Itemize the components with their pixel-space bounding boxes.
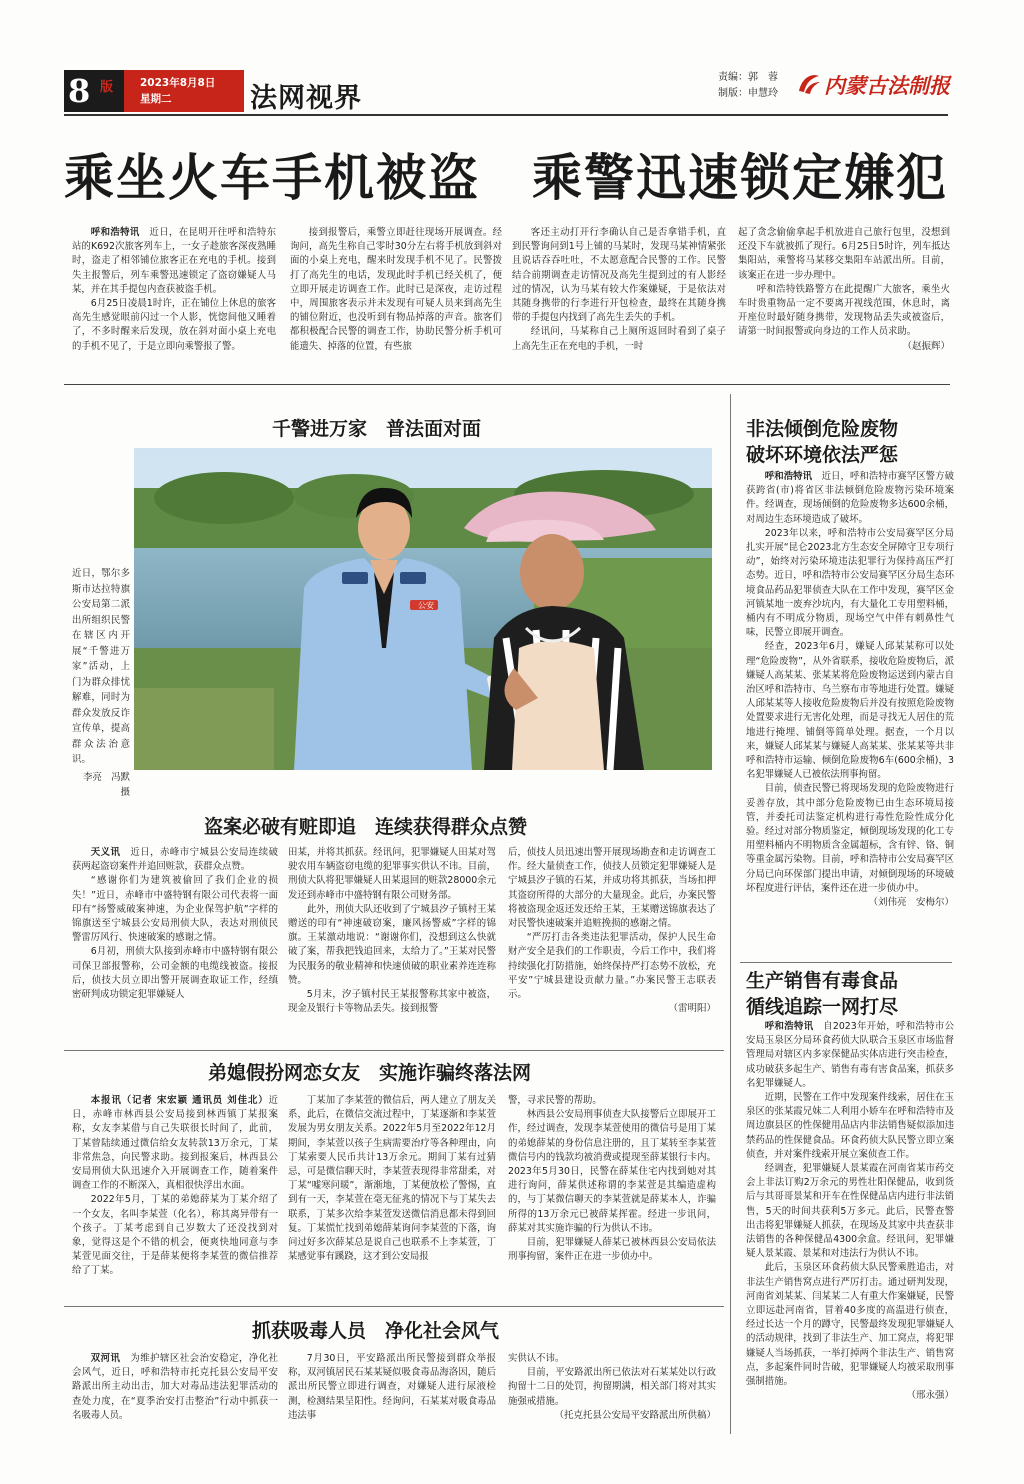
dateline: 本报讯（记者 宋宏颖 通讯员 刘佳北） [90,1095,269,1106]
paragraph: 田某，并将其抓获。经讯问，犯罪嫌疑人田某对驾驶农用车辆盗窃电缆的犯罪事实供认不讳。目前，刑侦大队将犯罪嫌疑人田某退回的赃款28000余元发还到赤峰市中盛特钢有限公司财务部。 [288,847,496,901]
theft-col-1 [72,846,278,1044]
theft-col-2 [288,846,496,1044]
paragraph: 6月初，刑侦大队接到赤峰市中盛特钢有限公司保卫部报警称，公司金额的电缆线被盗。接报后，侦技大员立即出警开展调查取证工作，经缜密研判成功锁定犯罪嫌疑人 [72,946,278,1001]
theft-col-3 [508,846,716,1044]
dateline: 呼和浩特讯 [764,471,813,482]
drug-col-3 [508,1352,716,1426]
paragraph: 5月末，汐子镇村民王某报警称其家中被盗，现金及银行卡等物品丢失。接到报警 [288,989,496,1015]
news-photo [134,448,712,770]
paragraph: 近期，民警在工作中发现案件线索，居住在玉泉区的张某霞兄妹二人利用小娇车在呼和浩特市及周边旗县区的性保健用品店内非法销售疑似添加违禁药品的性保健食品。环食药侦大队民警立即立案侦查，并对案件线索开展立案侦查工作。 [746,1092,954,1160]
waste-headline-line-1: 非法倾倒危险废物 [746,418,899,440]
page-number: 8 [68,72,91,110]
paragraph: 近日，呼和浩特市赛罕区警方破获跨省(市)将省区非法倾倒危险废物污染环境案件。经调查，现场倾倒的危险废物多达600余桶，对周边生态环境造成了破坏。 [746,471,954,525]
paragraph: 呼和浩特铁路警方在此提醒广大旅客，乘坐火车时贵重物品一定不要离开视线范围，休息时，离开座位时最好随身携带，发现物品丢失或被盗后，请第一时间报警或向身边的工作人员求助。 [738,283,950,338]
paragraph: 此后，玉泉区环食药侦大队民警乘胜追击，对非法生产销售窝点进行严厉打击。通过研判发现，河南省刘某某、闫某某二人有重大作案嫌疑，民警立即远赴河南省，冒着40多度的高温进行侦查，经过长达一个月的蹲守，民警最终发现犯罪嫌疑人的活动规律，找到了非法生产、加工窝点，将犯罪嫌疑人当场抓获，一举打掉两个非法生产、销售窝点，多起案件同时告破，犯罪嫌疑人均被采取刑事强制措施。 [746,1262,954,1388]
paragraph: 近日，赤峰市宁城县公安局连续破获两起盗窃案件并追回赃款，获群众点赞。 [72,847,278,873]
drug-col-1 [72,1352,278,1424]
drug-headline: 抓获吸毒人员 净化社会风气 [252,1320,500,1342]
scam-col-1 [72,1094,278,1302]
paragraph: 目前，平安路派出所已依法对石某某处以行政拘留十二日的处罚，拘留期满，相关部门将对其实施强戒措施。 [508,1367,716,1407]
page-suffix: 版 [100,80,114,95]
main-headline: 乘坐火车手机被盗 乘警迅速锁定嫌犯 [64,148,948,207]
main-story-col-4 [738,226,950,376]
food-body [746,1020,954,1432]
food-headline-line-2: 循线追踪一网打尽 [746,996,899,1018]
main-story-col-3 [512,226,726,376]
scam-col-2 [288,1094,496,1302]
header-rule [64,114,948,116]
dateline: 呼和浩特讯 [764,1021,814,1032]
paragraph: 目前，犯罪嫌疑人薛某已被林西县公安局依法刑事拘留，案件正在进一步侦办中。 [508,1237,716,1263]
food-headline [746,968,952,1020]
scam-headline: 弟媳假扮网恋女友 实施诈骗终落法网 [208,1062,532,1084]
column-divider [730,394,731,1434]
newspaper-logo [796,70,948,98]
paragraph: 丁某加了李某萱的微信后，两人建立了朋友关系，此后，在微信交流过程中，丁某逐渐和李某萱发展为男女朋友关系。2022年5月至2022年12月期间，李某萱以孩子生病需要治疗等各种理由，向丁某索要人民币共计13万余元。期间丁某有过猜忌，可是微信聊天时，李某萱表现得非常甜柔，对丁某“嘘寒问暖”，渐渐地，丁某便放松了警惕，直到有一天，李某萱在毫无征兆的情况下与丁某失去联系，丁某多次给李某萱发送微信消息都未得到回复。丁某慌忙找到弟媳薛某询问李某萱的下落，询问过好多次薛某总是说自己也联系不上李某萱，丁某感觉事有蹊跷，这才到公安局报 [288,1095,496,1263]
photo-headline: 千警进万家 普法面对面 [272,418,482,440]
paragraph: 2023年以来，呼和浩特市公安局赛罕区分局扎实开展“昆仑2023北方生态安全屏障守卫专项行动”，始终对污染环境违法犯罪行为保持高压严打态势。近日，呼和浩特市公安局赛罕区分局生态环境食品药品犯罪侦查大队在工作中发现，赛罕区金河镇某地一废弃沙坑内，有大量化工专用塑料桶，桶内有不明成分物质，现场空气中伴有刺鼻性气味，民警立即展开调查。 [746,527,954,639]
byline: （赵振辉） [902,340,950,352]
issue-date: 2023年8月8日 [140,77,216,89]
paragraph: 自2023年开始，呼和浩特市公安局玉泉区分局环食药侦大队联合玉泉区市场监督管理局对辖区内多家保健品实体店进行突击检查，成功破获多起生产、销售有毒有害食品案，抓获多名犯罪嫌疑人。 [746,1021,954,1089]
divider [64,384,950,385]
caption-text: 近日，鄂尔多斯市达拉特旗公安局第二派出所组织民警在辖区内开展“千警进万家”活动，上门为群众排忧解难，同时为群众发放反诈宣传单，提高群众法治意识。 [72,568,130,765]
paragraph: 为维护辖区社会治安稳定，净化社会风气，近日，呼和浩特市托克托县公安局平安路派出所主动出击，加大对毒品违法犯罪活动的查处力度，在“夏季治安打击整治”行动中抓获一名吸毒人员。 [72,1353,278,1421]
paragraph: 6月25日凌晨1时许，正在铺位上休息的旅客高先生感觉眼前闪过一个人影，恍惚间他又睡着了，不多时醒来后发现，放在斜对面小桌上充电的手机不见了，于是立即向乘警报了警。 [72,298,276,352]
divider [64,1306,724,1307]
logo-emblem-icon [796,71,822,97]
paragraph: 近日，赤峰市林西县公安局接到林西镇丁某报案称，女友李某借与自己失联很长时间了，此前，丁某曾陆续通过微信给女友转款13万余元，丁某非常焦急，向民警求助。接到报案后，林西县公安局刑侦大队迅速介入开展调查工作，随着案件调查工作的不断深入，真相很快浮出水面。 [72,1095,278,1192]
issue-weekday: 星期二 [140,93,172,105]
food-headline-line-1: 生产销售有毒食品 [746,970,899,992]
paragraph: 2022年5月，丁某的弟媳薛某为丁某介绍了一个女友，名叫李某萱（化名），称其离异带有一个孩子。丁某考虑到自己岁数大了还没找到对象，觉得这是个不错的机会，便爽快地同意与李某萱见面交往，于是薛某便将李某萱的微信推荐给了丁某。 [72,1194,278,1277]
editor-credits [718,70,778,102]
byline: （托克托县公安局平安路派出所供稿） [554,1409,716,1421]
theft-headline: 盗案必破有赃即追 连续获得群众点赞 [204,816,528,838]
page-number-block [64,70,124,112]
dateline: 双河讯 [90,1353,121,1364]
paragraph: 警，寻求民警的帮助。 [508,1095,602,1106]
paragraph: “感谢你们为建筑被偷回了我们企业的损失！”近日，赤峰市中盛特钢有限公司代表将一面印有“扬警威破案神速，为企业保驾护航”字样的锦旗送至宁城县公安局刑侦大队，表达对刑侦民警雷厉风行、快速破案的感谢之情。 [72,875,278,944]
photo-caption [72,566,140,801]
paragraph: 此外，刑侦大队还收到了宁城县汐子镇村王某赠送的印有“神速破窃案，廉风扬警威”字样的锦旗。王某激动地说：“谢谢你们，没想到这么快就破了案，帮我把钱追回来，太给力了。”王某对民警为民服务的敬业精神和快速侦破的职业素养连连称赞。 [288,903,496,986]
divider [740,962,952,963]
drug-col-2 [288,1352,496,1424]
paragraph: 7月30日，平安路派出所民警接到群众举报称，双河镇居民石某某疑似吸食毒品海洛因，随后派出所民警立即进行调查，对嫌疑人进行尿液检测，检测结果呈阳性。经询问，石某某对吸食毒品违法事 [288,1353,496,1421]
waste-headline-line-2: 破坏环境依法严惩 [746,444,899,466]
byline: （邢永强） [906,1390,954,1402]
photo-credit: 李亮 冯默 摄 [83,771,140,798]
main-story-col-2 [290,226,502,376]
paragraph: 经讯问，马某称自己上厕所返回时看到了桌子上高先生正在充电的手机，一时 [512,326,726,352]
paragraph: 经调查，犯罪嫌疑人景某霞在河南省某市药交会上非法订购2万余元的男性壮阳保健品，收到货后与其哥哥景某和开车在性保健品店内进行非法销售，5天的时间共获利5万多元。此后，民警查警出击将犯罪嫌疑人抓获，在现场及其家中共查获非法销售的各种保健品4300余盒。经讯问，犯罪嫌疑人景某霞、景某和对违法行为供认不讳。 [746,1163,954,1260]
date-block [124,70,244,112]
byline: （雷明阳） [668,1003,716,1015]
photo-illustration [134,448,712,770]
producer-line: 制版：申慧玲 [718,88,778,99]
editor-line: 责编：郭 蓉 [718,72,778,83]
shoulder-badge-text: 公安 [418,601,434,610]
divider [64,1050,724,1051]
paragraph: 客还主动打开行李确认自己是否拿错手机，直到民警询问到1号上铺的马某时，发现马某神情紧张且说话吞吞吐吐，不太愿意配合民警的工作。民警结合前期调查走访情况及高先生提到过的有人影经过的情况，认为马某有较大作案嫌疑，于是依法对其随身携带的行李进行开包检查，最终在其随身携带的手提包内找到了高先生丢失的手机。 [512,227,726,324]
paragraph: 林西县公安局刑事侦查大队接警后立即展开工作，经过调查，发现李某萱使用的微信号是用丁某的弟媳薛某的身份信息注册的，且丁某转至李某萱微信号内的钱款均被消费或提现至薛某银行卡内。2023年5月30日，民警在薛某住宅内找到她对其进行询问，薛某供述称谓的李某萱是其编造虚构的，与丁某微信聊天的李某萱就是薛某本人，诈骗所得的13万余元已被薛某挥霍。经进一步讯问，薛某对其实施诈骗的行为供认不讳。 [508,1109,716,1234]
logo-text: 内蒙古法制报 [824,73,950,98]
waste-body [746,470,954,960]
paragraph: 实供认不讳。 [508,1353,565,1364]
main-story-col-1 [72,226,276,376]
waste-headline [746,416,952,468]
scam-col-3 [508,1094,716,1302]
paragraph: 后，侦技人员迅速出警开展现场勘查和走访调查工作。经大量侦查工作，侦技人员锁定犯罪嫌疑人是宁城县汐子镇的石某，并成功将其抓获，当场扣押其盗窃所得的大部分的大量现金。此后，办案民警将被盗现金返还发还给王某，王某赠送锦旗表达了对民警快速破案并追赃挽损的感谢之情。 [508,847,716,930]
paragraph: 接到报警后，乘警立即赶往现场开展调查。经询问，高先生称自己零时30分左右将手机放到斜对面的小桌上充电，醒来时发现手机不见了。民警拨打了高先生的电话，发现此时手机已经关机了，便立即开展走访调查工作。此时已是深夜，走访过程中，周围旅客表示并未发现有可疑人员来到高先生的铺位附近，也没听到有物品掉落的声音。旅客们都积极配合民警的调查工作，协助民警分析手机可能遗失、掉落的位置，有些旅 [290,227,502,352]
paragraph: 近日，在昆明开往呼和浩特东站的K692次旅客列车上，一女子趁旅客深夜熟睡时，盗走了相邻铺位旅客正在充电的手机。接到失主报警后，列车乘警迅速锁定了盗窃嫌疑人马某，并在其手提包内查获被盗手机。 [72,227,276,295]
byline: （刘伟亮 安梅尔） [868,897,954,909]
dateline: 呼和浩特讯 [90,227,140,238]
paragraph: 目前，侦查民警已将现场发现的危险废物进行妥善存放，其中部分危险废物已由生态环境局接管，并委托司法鉴定机构进行毒性危险性成分化验。经过对部分物质鉴定，倾倒现场发现的化工专用塑料桶内不明物质含金属超标，含有锌、铬、铜等重金属污染物。目前，呼和浩特市公安局赛罕区分局已向环保部门提出申请，对倾倒现场的环境破坏程度进行评估，案件还在进一步侦办中。 [746,783,954,894]
section-title: 法网视界 [250,83,362,114]
paragraph: 起了贪念偷偷拿起手机放进自己旅行包里，没想到还没下车就被抓了现行。6月25日5时许，列车抵达集阳站，乘警将马某移交集阳车站派出所。目前，该案正在进一步办理中。 [738,227,950,281]
paragraph: “严厉打击各类违法犯罪活动，保护人民生命财产安全是我们的工作职责，今后工作中，我们将持续强化打防措施，始终保持严打态势不放松，充平安”宁城县建设贡献力量。”办案民警王志联表示。 [508,932,716,1001]
dateline: 天义讯 [90,847,121,858]
paragraph: 经查，2023年6月，嫌疑人邱某某称可以处理“危险废物”，从外省联系，接收危险废物后，派嫌疑人高某某、张某某将危险废物运送到内蒙古自治区呼和浩特市、乌兰察布市等地进行处置。嫌疑人邱某某等人接收危险废物后并没有按照危险废物处置要求进行无害化处理，而是寻找无人居住的荒地进行掩埋、铺倒等简单处理。据查，一个月以来，嫌疑人邱某某与嫌疑人高某某、张某某等共非呼和浩特市运输、倾倒危险废物6车(600余桶)，3名犯罪嫌疑人已被依法刑事拘留。 [746,641,954,781]
